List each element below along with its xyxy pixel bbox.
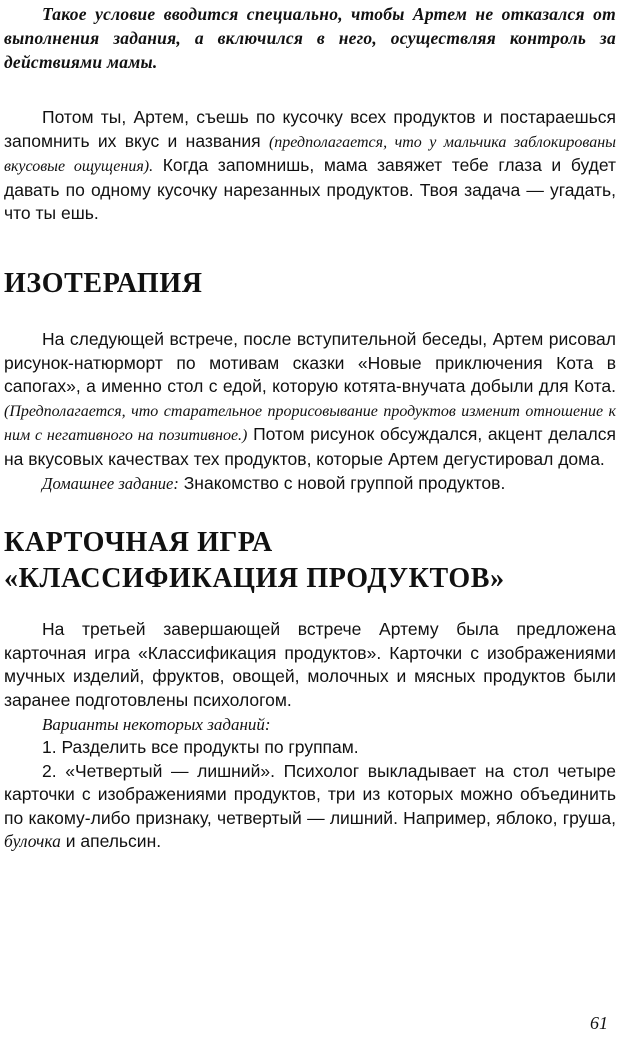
taste-text-end: Когда запомнишь, мама завяжет тебе глаза и будет давать по одному кусочку нарезанных продуктов. Твоя задача — угадать, что ты ешь. (4, 155, 616, 224)
variants-label: Варианты некоторых заданий: (42, 714, 271, 734)
intro-italic-paragraph: Такое условие вводится специально, чтобы Артем не отказался от выполнения задания, а включился в него, осуществляя контроль за действиями мамы. (4, 4, 616, 72)
homework-text: Знакомство с новой группой продуктов. (178, 472, 506, 493)
task-2 (4, 760, 616, 854)
izo-text-end: Потом рисунок обсуждался, акцент делался на вкусовых качествах тех продуктов, которые Артем дегустировал дома. (4, 424, 616, 469)
task-1: 1. Разделить все продукты по группам. (42, 737, 359, 758)
izotherapy-paragraph (4, 328, 616, 472)
taste-text-start: Потом ты, Артем, съешь по кусочку всех продуктов и постараешься запомнить их вкус и названия (4, 107, 616, 151)
taste-task-paragraph (4, 106, 616, 226)
heading-izotherapy: ИЗОТЕРАПИЯ (4, 267, 203, 299)
task-2-text-end: и апельсин. (60, 831, 162, 852)
task-2-italic-word: булочка (4, 831, 61, 852)
heading-card-game (4, 525, 616, 597)
izo-text-start: На следующей встрече, после вступительной беседы, Артем рисовал рисунок-натюрморт по мотивам сказки «Новые приключения Кота в сапогах», а именно стол с едой, которую котята-внучата добыли для Кота. (4, 328, 616, 397)
book-page (4, 0, 616, 1048)
izo-note: (Предполагается, что старательное прорисовывание продуктов изменит отношение к ним с негативного на позитивное.) (4, 402, 616, 445)
homework-label: Домашнее задание: (42, 473, 179, 493)
homework-paragraph (4, 472, 616, 496)
card-game-paragraph: На третьей завершающей встрече Артему была предложена карточная игра «Классификация продуктов». Карточки с изображениями мучных изделий, фруктов, овощей, молочных и мясных продуктов были заранее подготовлены психологом. (4, 619, 616, 710)
task-2-text-start: 2. «Четвертый — лишний». Психолог выкладывает на стол четыре карточки с изображениями продуктов, три из которых можно объединить по какому-либо признаку, четвертый — лишний. Например, яблоко, груша, (4, 760, 616, 828)
page-number: 61 (590, 1013, 608, 1033)
taste-note: (предполагается, что у мальчика заблокированы вкусовые ощущения). (4, 133, 616, 176)
heading-card-line1: КАРТОЧНАЯ ИГРА (4, 527, 273, 559)
heading-card-line2: «КЛАССИФИКАЦИЯ ПРОДУКТОВ» (4, 563, 505, 595)
